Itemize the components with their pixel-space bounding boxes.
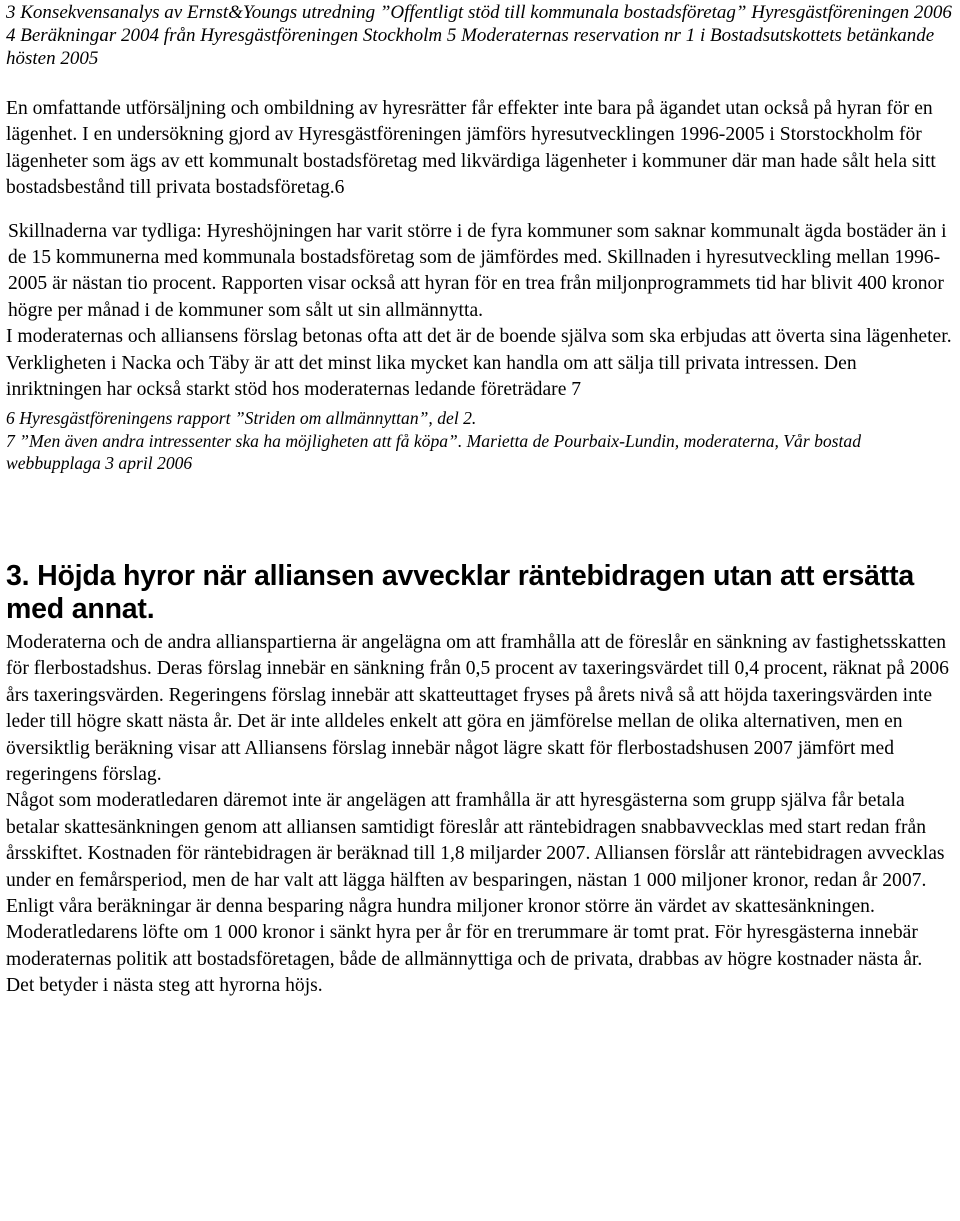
section-3-paragraph-property-tax: Moderaterna och de andra allianspartierna är angelägna om att framhålla att de föreslår en sänkning av fastighetsskatten för flerbostadshus. Deras förslag innebär en sänkning från 0,5 procent av taxeringsvärdet till 0,4 procent, räknat på 2006 års taxeringsvärden. Regeringens förslag innebär att skatteuttaget fryses på årets nivå så att höjda taxeringsvärden inte leder till högre skatt nästa år. Det är inte alldeles enkelt att göra en jämförelse mellan de olika alternativen, men en översiktlig beräkning visar att Alliansens förslag innebär något lägre skatt för flerbostadshusen 2007 jämfört med regeringens förslag.: [6, 631, 949, 785]
paragraph-rent-differences-cont: I moderaternas och alliansens förslag betonas ofta att det är de boende själva som ska erbjudas att överta sina lägenheter. Verkligheten i Nacka och Täby är att det minst lika mycket kan handla om att sälja till privata intressen. Den inriktningen har också starkt stöd hos moderaternas ledande företrädare 7: [6, 326, 952, 401]
paragraph-rent-differences-lead: Skillnaderna var tydliga: Hyreshöjningen har varit större i de fyra kommuner som saknar kommunalt ägda bostäder än i de 15 kommunerna med kommunala bostadsföretag som de jämfördes med. Skillnaden i hyresutveckling mellan 1996- 2005 är nästan tio procent. Rapporten visar också att hyran för en trea från miljonprogrammets tid har blivit 400 kronor högre per månad i de kommuner som sålt ut sin allmännytta.: [8, 220, 947, 321]
paragraph-rent-differences: [6, 219, 954, 404]
footnote-7: 7 ”Men även andra intressenter ska ha möjligheten att få köpa”. Marietta de Pourbaix-Lundin, moderaterna, Vår bostad webbupplaga 3 april 2006: [6, 430, 862, 474]
section-3-paragraph-interest-subsidies: Något som moderatledaren däremot inte är angelägen att framhålla är att hyresgästerna som grupp själva får betala betalar skattesänkningen genom att alliansen samtidigt föreslår att räntebidragen snabbavvecklas med start redan från årsskiftet. Kostnaden för räntebidragen är beräknad till 1,8 miljarder 2007. Alliansen förslår att räntebidragen avvecklas under en femårsperiod, men de har valt att lägga hälften av besparingen, nästan 1 000 miljoner kronor, redan år 2007. Enligt våra beräkningar är denna besparing några hundra miljoner kronor större än värdet av skattesänkningen. Moderatledarens löfte om 1 000 kronor i sänkt hyra per år för en trerummare är tomt prat. För hyresgästerna innebär moderaternas politik att bostadsföretagen, både de allmännyttiga och de privata, drabbas av högre kostnader nästa år. Det betyder i nästa steg att hyrorna höjs.: [6, 790, 945, 997]
footnote-references: 3 Konsekvensanalys av Ernst&Youngs utredning ”Offentligt stöd till kommunala bostadsföretag” Hyresgästföreningen 2006 4 Beräkningar 2004 från Hyresgästföreningen Stockholm 5 Moderaternas reservation nr 1 i Bostadsutskottets betänkande hösten 2005: [6, 2, 952, 69]
document-page: [6, 0, 954, 1000]
paragraph-rental-sales-effects: En omfattande utförsäljning och ombildning av hyresrätter får effekter inte bara på ägandet utan också på hyran för en lägenhet. I en undersökning gjord av Hyresgästföreningen jämförs hyresutvecklingen 1996-2005 i Storstockholm för lägenheter som ägs av ett kommunalt bostadsföretag med likvärdiga lägenheter i kommuner där man hade sålt hela sitt bostadsbestånd till privata bostadsföretag.6: [6, 98, 936, 199]
footnote-6: 6 Hyresgästföreningens rapport ”Striden om allmännyttan”, del 2.: [6, 408, 477, 429]
section-3-heading: 3. Höjda hyror när alliansen avvecklar räntebidragen utan att ersätta med annat.: [6, 559, 915, 625]
